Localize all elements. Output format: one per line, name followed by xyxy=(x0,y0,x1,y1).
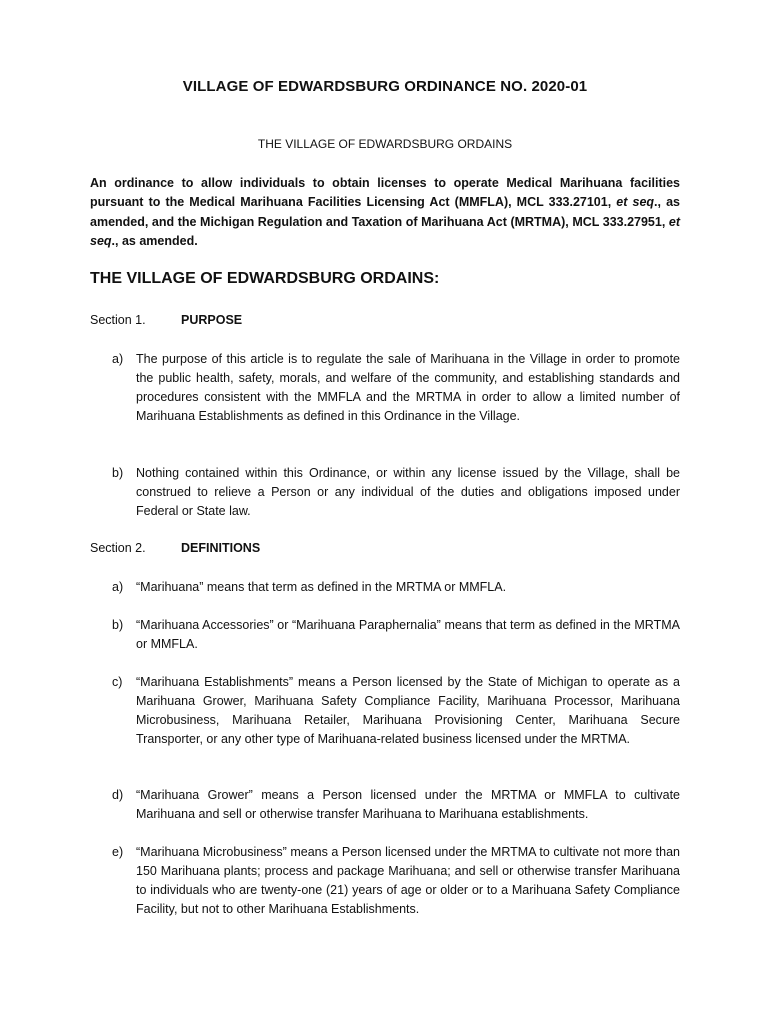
section-2-label xyxy=(90,541,260,555)
section-2-item-d xyxy=(112,786,680,824)
item-text: “Marihuana Accessories” or “Marihuana Paraphernalia” means that term as defined in the MRTMA or MMFLA. xyxy=(136,618,680,652)
section-2-item-c xyxy=(112,673,680,749)
item-text: “Marihuana Microbusiness” means a Person licensed under the MRTMA to cultivate not more than 150 Marihuana plants; process and package Marihuana; and sell or otherwise transfer Marihuana to individuals who are twenty-one (21) years of age or older or to a Marihuana Safety Compliance Facility, but not to other Marihuana Establishments. xyxy=(136,845,680,917)
item-letter: a) xyxy=(112,352,124,366)
item-letter: e) xyxy=(112,845,124,859)
section-1-name: PURPOSE xyxy=(181,313,243,327)
intro-et-seq-1: et seq xyxy=(616,195,655,210)
intro-part-1: An ordinance to allow individuals to obtain licenses to operate Medical Marihuana facilities pursuant to the Medical Marihuana Facilities Licensing Act (MMFLA), MCL 333.27101, xyxy=(90,176,680,210)
intro-part-3: ., as amended. xyxy=(111,233,198,248)
intro-et-seq-2: et seq xyxy=(90,214,680,248)
section-2-item-e xyxy=(112,843,680,919)
section-1-item-b xyxy=(112,464,680,521)
ordinance-intro xyxy=(90,174,680,251)
intro-part-2: ., as amended, and the Michigan Regulation and Taxation of Marihuana Act (MRTMA), MCL 333.27951, xyxy=(90,195,680,229)
item-letter: c) xyxy=(112,675,123,689)
item-letter: b) xyxy=(112,466,124,480)
item-text: “Marihuana Grower” means a Person licensed under the MRTMA or MMFLA to cultivate Marihuana and sell or otherwise transfer Marihuana to Marihuana establishments. xyxy=(136,788,680,822)
section-1-item-a xyxy=(112,350,680,426)
item-letter: b) xyxy=(112,618,124,632)
section-1-label xyxy=(90,313,242,327)
item-text: “Marihuana” means that term as defined in the MRTMA or MMFLA. xyxy=(136,580,507,594)
ordains-subtitle: THE VILLAGE OF EDWARDSBURG ORDAINS xyxy=(257,137,513,151)
item-text: Nothing contained within this Ordinance, or within any license issued by the Village, shall be construed to relieve a Person or any individual of the duties and obligations imposed under Federal or State law. xyxy=(136,466,680,519)
item-text: The purpose of this article is to regulate the sale of Marihuana in the Village in order to promote the public health, safety, morals, and welfare of the community, and establishing standards and procedures consistent with the MMFLA and the MRTMA in order to allow a limited number of Marihuana Establishments as defined in this Ordinance in the Village. xyxy=(136,352,680,424)
item-text: “Marihuana Establishments” means a Person licensed by the State of Michigan to operate as a Marihuana Grower, Marihuana Safety Compliance Facility, Marihuana Processor, Marihuana Microbusiness, Marihuana Retailer, Marihuana Provisioning Center, Marihuana Secure Transporter, or any other type of Marihuana-related business licensed under the MRTMA. xyxy=(136,675,680,747)
ordains-heading: THE VILLAGE OF EDWARDSBURG ORDAINS: xyxy=(90,270,440,287)
section-1-number: Section 1. xyxy=(90,313,146,327)
section-2-item-b xyxy=(112,616,680,654)
section-2-item-a xyxy=(112,578,680,597)
section-2-number: Section 2. xyxy=(90,541,146,555)
section-2-name: DEFINITIONS xyxy=(181,541,261,555)
ordinance-title: VILLAGE OF EDWARDSBURG ORDINANCE NO. 2020-01 xyxy=(182,78,588,95)
item-letter: d) xyxy=(112,788,124,802)
item-letter: a) xyxy=(112,580,124,594)
